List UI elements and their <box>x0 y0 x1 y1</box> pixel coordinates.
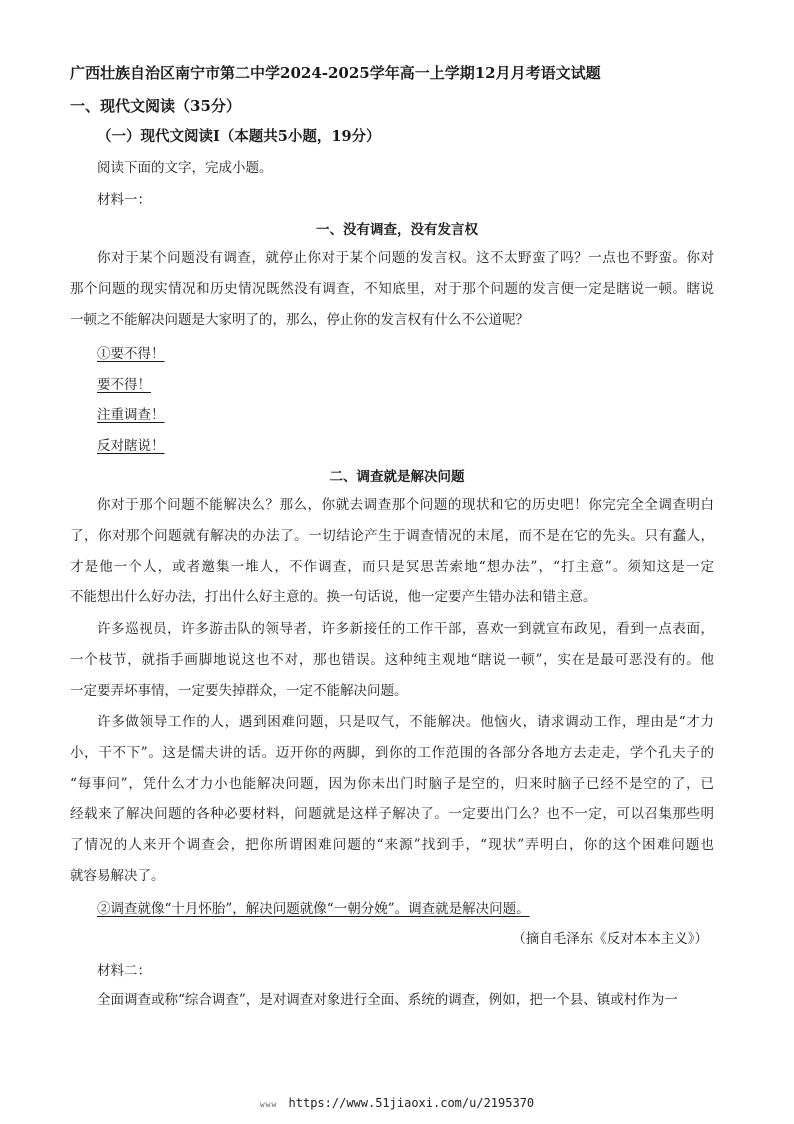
material1-paragraph-3 <box>70 614 714 706</box>
material1-paragraph-5: ②调查就像“十月怀胎”，解决问题就像“一朝分娩”。调查就是解决问题。 <box>97 901 530 917</box>
instruction-text: 阅读下面的文字，完成小题。 <box>97 160 273 176</box>
material1-label: 材料一： <box>97 192 151 208</box>
material2-paragraph-1 <box>70 985 714 1016</box>
paragraph-line: 小，干不下”。这是懦夫讲的话。迈开你的两脚，到你的工作范围的各部分各地方去走走，学个孔夫子的 <box>70 744 714 761</box>
slogan-3: 注重调查！ <box>97 407 165 423</box>
section-heading: 一、现代文阅读（35分） <box>70 97 241 115</box>
slogan-4: 反对瞎说！ <box>97 438 165 454</box>
subsection-heading: （一）现代文阅读Ⅰ（本题共5小题，19分） <box>97 128 381 145</box>
paragraph-line: 了情况的人来开个调查会，把你所谓困难问题的“来源”找到手，“现状”弄明白，你的这个困难问题也 <box>70 837 714 854</box>
paragraph-line: 了，你对那个问题就有解决的办法了。一切结论产生于调查情况的末尾，而不是在它的先头。只有蠢人， <box>70 527 714 544</box>
paragraph-line: 那个问题的现实情况和历史情况既然没有调查，不知底里，对于那个问题的发言便一定是瞎说一顿。瞎说 <box>70 280 714 297</box>
material2-label: 材料二： <box>97 963 151 979</box>
paragraph-line: 全面调查或称“综合调查”，是对调查对象进行全面、系统的调查，例如，把一个县、镇或村作为一 <box>97 992 678 1008</box>
slogan-1: ①要不得！ <box>97 346 165 362</box>
material1-heading-2: 二、调查就是解决问题 <box>329 469 465 485</box>
document-title: 广西壮族自治区南宁市第二中学2024-2025学年高一上学期12月月考语文试题 <box>70 64 601 82</box>
material1-paragraph-2 <box>70 490 714 613</box>
paragraph-line: 才是他一个人，或者邀集一堆人，不作调查，而只是冥思苦索地“想办法”，“打主意”。须知这是一定 <box>70 558 714 575</box>
material1-paragraph-4 <box>70 707 714 892</box>
watermark-mark: www <box>259 1100 278 1109</box>
paragraph-line: 就容易解决了。 <box>70 867 165 884</box>
material1-paragraph-1 <box>70 243 714 335</box>
paragraph-line: 一定要弄坏事情，一定要失掉群众，一定不能解决问题。 <box>70 682 408 699</box>
slogan-2: 要不得！ <box>97 377 151 393</box>
page-footer <box>0 1096 794 1110</box>
paragraph-line: 许多做领导工作的人，遇到困难问题，只是叹气，不能解决。他恼火，请求调动工作，理由是“才力 <box>97 714 714 730</box>
paragraph-line: 许多巡视员，许多游击队的领导者，许多新接任的工作干部，喜欢一到就宣布政见，看到一点表面， <box>97 621 714 637</box>
paragraph-line: 你对于某个问题没有调查，就停止你对于某个问题的发言权。这不太野蛮了吗？一点也不野蛮。你对 <box>97 250 714 266</box>
paragraph-line: 一顿之不能解决问题是大家明了的，那么，停止你的发言权有什么不公道呢？ <box>70 311 529 328</box>
material1-heading-1: 一、没有调查，没有发言权 <box>316 222 478 238</box>
footer-url[interactable]: https://www.51jiaoxi.com/u/2195370 <box>288 1096 535 1110</box>
paragraph-line: 经载来了解决问题的各种必要材料，问题就是这样子解决了。一定要出门么？也不一定，可以召集那些明 <box>70 806 714 823</box>
paragraph-line: 一个枝节，就指手画脚地说这也不对，那也错误。这种纯主观地“瞎说一顿”，实在是最可恶没有的。他 <box>70 651 714 668</box>
paragraph-line: 不能想出什么好办法，打出什么好主意的。换一句话说，他一定要产生错办法和错主意。 <box>70 589 597 606</box>
paragraph-line: “每事问”，凭什么才力小也能解决问题，因为你未出门时脑子是空的，归来时脑子已经不是空的了，已 <box>70 775 714 792</box>
material1-source: （摘自毛泽东《反对本本主义》） <box>512 931 708 947</box>
paragraph-line: 你对于那个问题不能解决么？那么，你就去调查那个问题的现状和它的历史吧！你完完全全调查明白 <box>97 497 714 513</box>
